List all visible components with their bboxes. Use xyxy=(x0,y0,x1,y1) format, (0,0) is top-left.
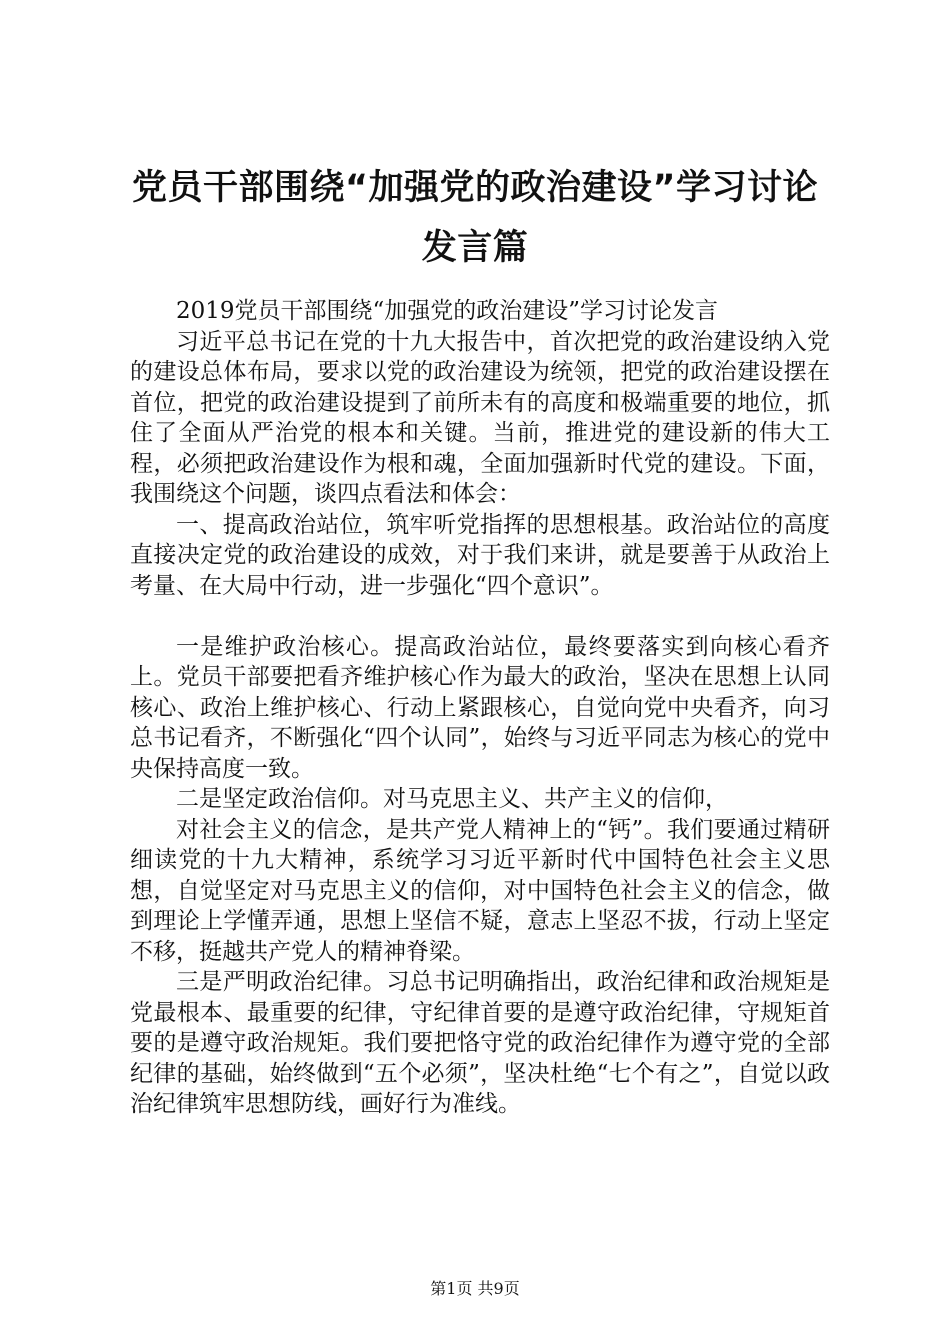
paragraph-spacer xyxy=(130,601,830,632)
paragraph-subtitle: 2019党员干部围绕“加强党的政治建设”学习讨论发言 xyxy=(176,298,719,324)
paragraph-point-1: 一是维护政治核心。提高政治站位，最终要落实到向核心看齐上。党员干部要把看齐维护核心作为最大的政治，坚决在思想上认同核心、政治上维护核心、行动上紧跟核心，自觉向党中央看齐，向习总书记看齐，不断强化“四个认同”，始终与习近平同志为核心的党中央保持高度一致。 xyxy=(130,633,830,782)
document-title-line-1: 党员干部围绕“加强党的政治建设”学习讨论 xyxy=(131,168,818,208)
paragraph-section-1: 一、提高政治站位，筑牢听党指挥的思想根基。政治站位的高度直接决定党的政治建设的成效，对于我们来讲，就是要善于从政治上考量、在大局中行动，进一步强化“四个意识”。 xyxy=(130,511,830,599)
page-number-footer: 第1页 共9页 xyxy=(430,1279,520,1298)
document-body xyxy=(130,296,830,1120)
paragraph-intro: 习近平总书记在党的十九大报告中，首次把党的政治建设纳入党的建设总体布局，要求以党的政治建设为统领，把党的政治建设摆在首位，把党的政治建设提到了前所未有的高度和极端重要的地位，抓住了全面从严治党的根本和关键。当前，推进党的建设新的伟大工程，必须把政治建设作为根和魂，全面加强新时代党的建设。下面，我围绕这个问题，谈四点看法和体会： xyxy=(130,328,830,507)
paragraph-point-2: 二是坚定政治信仰。对马克思主义、共产主义的信仰， xyxy=(176,786,728,812)
document-title-line-2: 发言篇 xyxy=(421,228,529,268)
paragraph-point-2-cont: 对社会主义的信念，是共产党人精神上的“钙”。我们要通过精研细读党的十九大精神，系统学习习近平新时代中国特色社会主义思想，自觉坚定对马克思主义的信仰，对中国特色社会主义的信念，做到理论上学懂弄通，思想上坚信不疑，意志上坚忍不拔，行动上坚定不移，挺越共产党人的精神脊梁。 xyxy=(130,816,830,965)
paragraph-point-3: 三是严明政治纪律。习总书记明确指出，政治纪律和政治规矩是党最根本、最重要的纪律，守纪律首要的是遵守政治纪律，守规矩首要的是遵守政治规矩。我们要把恪守党的政治纪律作为遵守党的全部纪律的基础，始终做到“五个必须”，坚决杜绝“七个有之”，自觉以政治纪律筑牢思想防线，画好行为准线。 xyxy=(130,969,830,1117)
